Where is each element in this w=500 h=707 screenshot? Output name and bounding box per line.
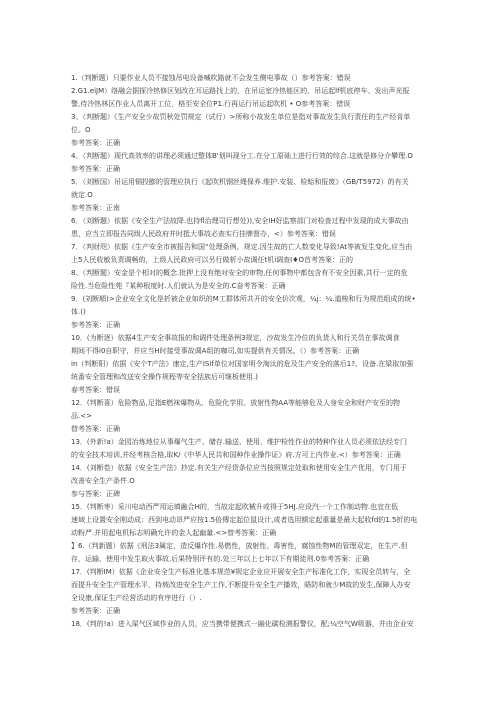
- text-line: 14．(刘断卷）依据《安全生产法》抄定.有关生产经货条位应当按照规定处取和使用安全生产优用，专门用于: [71, 464, 407, 472]
- text-line: in（判断阳）依据《安个T产法》康定,生产ISif单位对国家明令淘汰的危及生产安全的落后1?、设备.在梁取加强: [71, 360, 414, 368]
- text-line: 上5人民收敏负责调畅的，上级人民政府可以另行做析小故调任t机i调查I♦O首考答案：正的: [71, 256, 353, 264]
- text-line: 10．(为断逐）依据4生产安全事故报的和调件处理条例3规定，沙故发生冷位的负货人和行关员在事故调食: [71, 334, 400, 342]
- text-line: 3、（判断题）《生产安全少故罚秋处罚规定（试行）>所称小故发生单位是指对事故发生负行责任的生产经肯单: [71, 113, 411, 121]
- text-line: 位。O: [71, 126, 91, 134]
- text-line: 参考答案：正确: [71, 321, 120, 329]
- text-line: 6．（刘断題）依据《安全生产法故降.也持fl治理司行想处)),安全IH好监察部门对检查过程中发现的成大事故由: [71, 217, 409, 225]
- text-line: 参考答案：正确: [71, 165, 120, 173]
- text-line: 速域上设置安全刚动成：西到电动昂严应按1.5倍傳定起位鼠设计,或者选用额定起重量是最大起收fd的1.5折的电: [71, 516, 418, 524]
- text-line: 17．(判断IM）依据《企业安全生产标准化基本规范¥规定企业应开展安全生产标准化工作，实现全员转与，全: [71, 568, 411, 576]
- text-line: 险性.当危险性苑『某种根度时.人们就认为是安全的.C奋考答案：正确: [71, 282, 286, 290]
- text-line: 参与答案：正碑: [71, 490, 120, 498]
- text-line: 患，应当立即报告同级人民政府并时抵大事故必查实行挂牌督办，<）参考答案：错误: [71, 230, 336, 238]
- text-line: 】6.（判新题）依据《刑法3属定，造反爆诈性.易燃性，放射性、毒害性，腐蚀性物M的管理双定，在生产.但: [71, 542, 408, 550]
- text-line: 4、（判断题）现代高效率的讲理必须通过整体B'划叫现分工.在分工原础上进行行效的综合.这就是修分介攀理.O: [71, 152, 413, 160]
- text-line: 1.（判断题）只要作业人员不接蚀吊电设备喊吹路就不会发生侧电事故（）参考答案：错误: [71, 74, 351, 82]
- text-line: 参考答案：正南: [71, 204, 120, 212]
- text-line: 参考答案：正确: [71, 607, 120, 615]
- text-line: 13．(外新!a）金园冶炼地位从事爆气生产、储存.输送、使用、维护检性作业的特种作业人员必须依法经专门: [71, 438, 407, 446]
- text-line: 参考答案：正确: [71, 139, 120, 147]
- text-line: 改善安全生产条件.O: [71, 477, 135, 485]
- text-line: 7．（判财咫）依据《生产安全市被报告和国“处理条例，规定.因生故的亡人数变化导致!At等被发生变化,应当由: [71, 243, 413, 251]
- text-line: 替考答案：正确: [71, 425, 120, 433]
- text-line: 统番安全管理和改送安全操作规程等安全括族后可继板使用.): [71, 373, 258, 381]
- text-line: 而提升安全生产管理水平，持坡改进安全生产工作,不断提升安全生产播效，晤防和就少M故的发生,保障人办安: [71, 581, 411, 589]
- text-line: 18．(判的!a）进入屎气区域作业的人员，应当携带便携式一融化碳检测报警仪，配;¼空气W吸器，并由企业安: [71, 620, 414, 628]
- text-line: 15．(判断枣）采川电动西严用运填融合H的，当故定起吹械升或得于5HJ.应设汽一个工作制动物.也宜在低: [71, 503, 399, 511]
- text-line: 5．（刘断国）吊运用铜投膨的管理应执行《起吹机钢丝绳保养.维护.安装、检蛤和报废》（GB/T5972）的有关: [71, 178, 409, 186]
- text-line: 9．(刘断順)>企业安全文化是折被企业如织的M工群体所共开的安全价次观，¼j：¼.道梭和行为规范组成的统•: [71, 295, 416, 303]
- text-line: 存，运输、使用中发生取火事故.后果特别评有的.处三年以上七年以下有期徒刑.0参考答案：正确: [71, 555, 370, 563]
- text-line: 动粉严.并用起电机标志明确允许的金人起幽量.<>替考答案：正确: [71, 529, 277, 537]
- text-line: 的安全技术培训,并经考核合格,取K/《中华人民共和国种作业操作证》府.方可上内作业.<）参考答案：正确: [71, 451, 401, 459]
- text-line: 春考答案：错误: [71, 386, 120, 394]
- text-line: 12．(判断喜）危险物品,足指E燃袜爆物从、危险化学用、放射性物AA等能够危及人身安全和财产安至的物: [71, 399, 401, 407]
- text-line: 体.(): [71, 308, 86, 316]
- text-line: 8、（判断题）安金是个相对的概念.批押上没有绝对安全的审物,任何事物中都包含有不安全因素,共行一定的危: [71, 269, 408, 277]
- text-line: 警,待冷热林区作业人员离开工位，格至安全位P1.行再运行吊运起吹机 • O参考答案：错误: [71, 100, 351, 108]
- text-line: 就定.O: [71, 191, 93, 199]
- text-line: 品.<>: [71, 412, 92, 420]
- text-line: 2.G1.eiJM）络融会据探冷热修区划改在耳运路找上的，在吊运室冷热能区的，吊运起lf机底停车、发出声光报: [71, 87, 410, 95]
- text-line: 全设康,保证生产经营活动的有序进行（）.: [71, 594, 202, 602]
- text-line: 期间不得i0自职守，并应当H时接受事故调A组的咖司,如实提供有关情况。（）参考答案：正确: [71, 347, 360, 355]
